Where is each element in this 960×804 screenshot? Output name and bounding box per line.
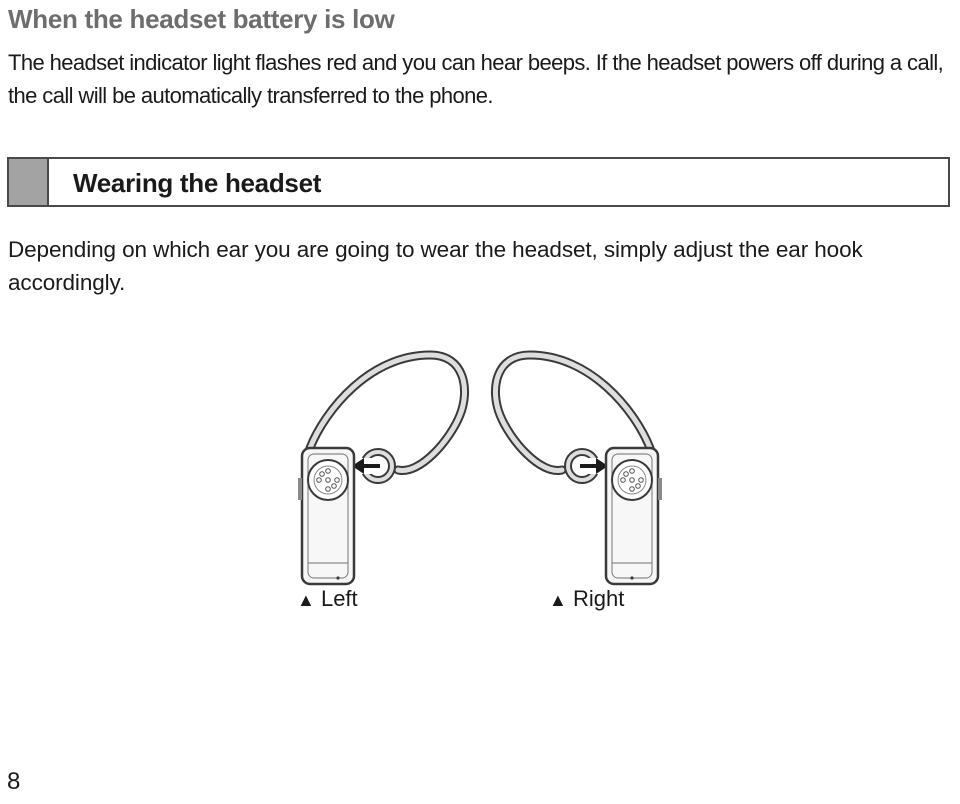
page-number: 8 <box>7 768 21 795</box>
section-header-wearing <box>7 157 950 207</box>
section-heading-wearing: Wearing the headset <box>73 168 322 198</box>
triangle-icon: ▲ <box>549 590 567 610</box>
caption-right <box>549 586 624 612</box>
left-headset-drawing <box>298 355 465 584</box>
caption-left-label: Left <box>320 586 358 611</box>
caption-right-label: Right <box>572 586 625 611</box>
wearing-paragraph: Depending on which ear you are going to wear the headset, simply adjust the ear hook accordingly. <box>8 237 863 295</box>
section-header-marker <box>9 159 49 205</box>
triangle-icon: ▲ <box>297 590 315 610</box>
battery-low-paragraph: The headset indicator light flashes red and you can hear beeps. If the headset powers off during a call, the call will be automatically transferred to the phone. <box>8 50 944 108</box>
caption-left <box>297 586 358 612</box>
right-headset-drawing <box>495 355 662 584</box>
headset-illustration <box>280 340 680 600</box>
section-heading-battery-low: When the headset battery is low <box>8 4 395 34</box>
